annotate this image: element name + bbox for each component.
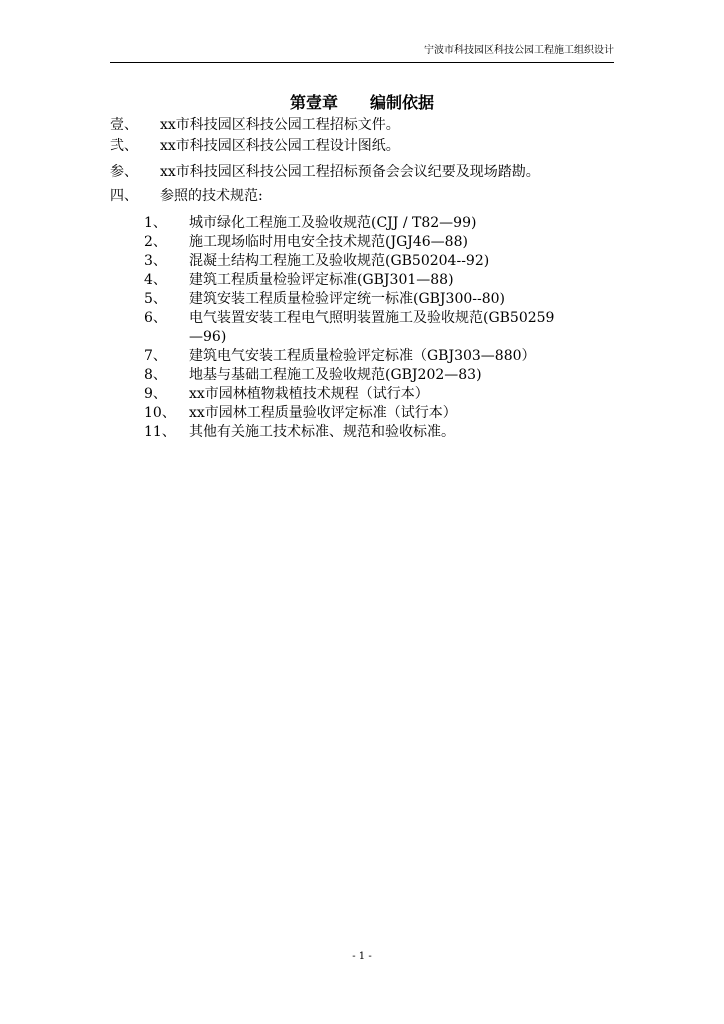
item-text: 其他有关施工技术标准、规范和验收标准。 bbox=[189, 424, 455, 440]
page-number: - 1 - bbox=[352, 951, 372, 962]
section-number: 弐、 bbox=[110, 138, 138, 154]
section-text: xx市科技园区科技公园工程设计图纸。 bbox=[160, 138, 400, 154]
list-item bbox=[144, 404, 614, 423]
list-item bbox=[144, 290, 614, 309]
list-item bbox=[144, 214, 614, 233]
item-number: 7、 bbox=[144, 348, 167, 364]
item-text: 建筑电气安装工程质量检验评定标准（GBJ303—880） bbox=[189, 348, 536, 364]
section-number: 壹、 bbox=[110, 117, 138, 133]
item-text: 城市绿化工程施工及验收规范(CJJ / T82—99) bbox=[189, 215, 477, 231]
list-item bbox=[144, 233, 614, 252]
item-number: 9、 bbox=[144, 386, 167, 402]
list-item bbox=[144, 271, 614, 290]
list-item bbox=[144, 309, 614, 347]
item-text: xx市园林工程质量验收评定标准（试行本） bbox=[189, 405, 457, 421]
list-item bbox=[144, 423, 614, 442]
item-number: 1、 bbox=[144, 215, 167, 231]
section-number: 四、 bbox=[110, 188, 138, 204]
item-number: 2、 bbox=[144, 234, 167, 250]
item-number: 4、 bbox=[144, 272, 167, 288]
item-text: 地基与基础工程施工及验收规范(GBJ202—83) bbox=[189, 367, 482, 383]
item-text: 混凝土结构工程施工及验收规范(GB50204--92) bbox=[189, 253, 490, 269]
item-text: 电气装置安装工程电气照明装置施工及验收规范(GB50259 bbox=[189, 310, 555, 326]
item-number: 5、 bbox=[144, 291, 167, 307]
section-text: 参照的技术规范: bbox=[160, 188, 263, 204]
list-item bbox=[144, 252, 614, 271]
item-text-continued: —96) bbox=[189, 329, 227, 345]
item-text: 建筑工程质量检验评定标准(GBJ301—88) bbox=[189, 272, 454, 288]
list-item bbox=[144, 385, 614, 404]
list-item bbox=[144, 347, 614, 366]
section-text: xx市科技园区科技公园工程招标预备会会议纪要及现场踏勘。 bbox=[160, 164, 540, 180]
section-text: xx市科技园区科技公园工程招标文件。 bbox=[160, 117, 400, 133]
item-number: 8、 bbox=[144, 367, 167, 383]
section-3 bbox=[110, 162, 620, 182]
item-text: xx市园林植物栽植技术规程（试行本） bbox=[189, 386, 429, 402]
item-number: 10、 bbox=[144, 405, 176, 421]
section-4 bbox=[110, 186, 620, 206]
section-number: 参、 bbox=[110, 164, 138, 180]
item-text: 建筑安装工程质量检验评定统一标准(GBJ300--80) bbox=[189, 291, 506, 307]
standards-list bbox=[144, 214, 614, 442]
section-2 bbox=[110, 136, 620, 156]
item-number: 6、 bbox=[144, 310, 167, 326]
item-text: 施工现场临时用电安全技术规范(JGJ46—88) bbox=[189, 234, 468, 250]
item-number: 3、 bbox=[144, 253, 167, 269]
chapter-title: 第壹章 编制依据 bbox=[289, 93, 434, 112]
list-item bbox=[144, 366, 614, 385]
page-header: 宁波市科技园区科技公园工程施工组织设计 bbox=[110, 44, 614, 63]
section-1 bbox=[110, 115, 620, 135]
item-number: 11、 bbox=[144, 424, 176, 440]
